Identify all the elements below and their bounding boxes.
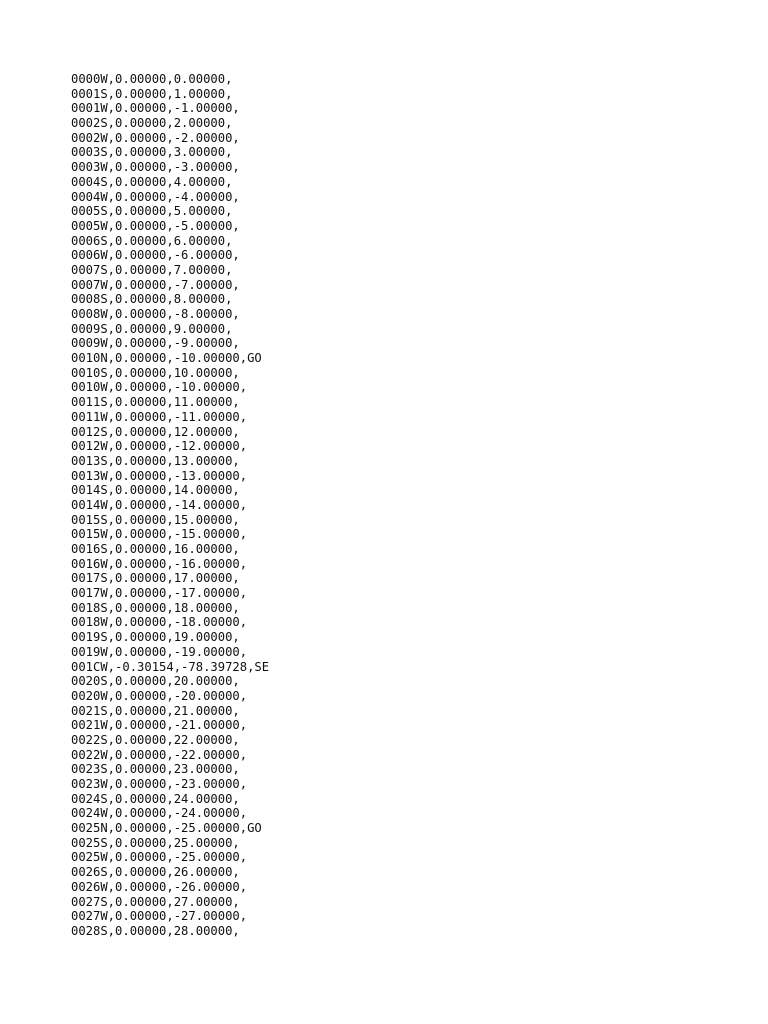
text-line: 0007W,0.00000,-7.00000, xyxy=(71,277,240,292)
text-line: 0018W,0.00000,-18.00000, xyxy=(71,615,248,630)
text-line: 0010W,0.00000,-10.00000, xyxy=(71,380,248,395)
text-line: 0011W,0.00000,-11.00000, xyxy=(71,409,248,424)
text-line: 0005S,0.00000,5.00000, xyxy=(71,204,233,219)
text-line: 0013W,0.00000,-13.00000, xyxy=(71,468,248,483)
text-line: 0009W,0.00000,-9.00000, xyxy=(71,336,240,351)
text-line: 0021W,0.00000,-21.00000, xyxy=(71,718,248,733)
text-line: 0016W,0.00000,-16.00000, xyxy=(71,556,248,571)
text-line: 0018S,0.00000,18.00000, xyxy=(71,600,240,615)
text-line: 0014W,0.00000,-14.00000, xyxy=(71,497,248,512)
text-line: 0019W,0.00000,-19.00000, xyxy=(71,644,248,659)
text-line: 0025N,0.00000,-25.00000,GO xyxy=(71,821,262,836)
text-line: 0015S,0.00000,15.00000, xyxy=(71,512,240,527)
text-line: 0028S,0.00000,28.00000, xyxy=(71,923,240,938)
text-line: 0005W,0.00000,-5.00000, xyxy=(71,218,240,233)
text-line: 0004S,0.00000,4.00000, xyxy=(71,174,233,189)
text-line: 0013S,0.00000,13.00000, xyxy=(71,453,240,468)
text-lines xyxy=(71,72,269,939)
text-line: 0020S,0.00000,20.00000, xyxy=(71,674,240,689)
text-line: 0023S,0.00000,23.00000, xyxy=(71,762,240,777)
text-line: 0003W,0.00000,-3.00000, xyxy=(71,160,240,175)
text-line: 0000W,0.00000,0.00000, xyxy=(71,72,233,86)
text-line: 0006W,0.00000,-6.00000, xyxy=(71,248,240,263)
text-line: 0010S,0.00000,10.00000, xyxy=(71,365,240,380)
text-line: 0010N,0.00000,-10.00000,GO xyxy=(71,351,262,366)
text-line: 0022S,0.00000,22.00000, xyxy=(71,732,240,747)
text-line: 0012W,0.00000,-12.00000, xyxy=(71,439,248,454)
text-line: 0003S,0.00000,3.00000, xyxy=(71,145,233,160)
text-line: 0004W,0.00000,-4.00000, xyxy=(71,189,240,204)
text-line: 0016S,0.00000,16.00000, xyxy=(71,542,240,556)
text-line: 0002W,0.00000,-2.00000, xyxy=(71,130,240,145)
text-line: 0008S,0.00000,8.00000, xyxy=(71,292,233,307)
text-line: 0012S,0.00000,12.00000, xyxy=(71,424,240,439)
text-line: 0009S,0.00000,9.00000, xyxy=(71,321,233,336)
text-line: 001CW,-0.30154,-78.39728,SE xyxy=(71,659,270,674)
text-line: 0024W,0.00000,-24.00000, xyxy=(71,806,248,821)
text-line: 0006S,0.00000,6.00000, xyxy=(71,233,233,248)
text-line: 0019S,0.00000,19.00000, xyxy=(71,630,240,645)
text-line: 0026W,0.00000,-26.00000, xyxy=(71,879,248,894)
text-line: 0022W,0.00000,-22.00000, xyxy=(71,747,248,762)
text-line: 0025W,0.00000,-25.00000, xyxy=(71,850,248,865)
text-line: 0024S,0.00000,24.00000, xyxy=(71,791,240,806)
text-line: 0023W,0.00000,-23.00000, xyxy=(71,777,248,791)
text-line: 0026S,0.00000,26.00000, xyxy=(71,865,240,880)
text-line: 0002S,0.00000,2.00000, xyxy=(71,116,233,131)
text-line: 0011S,0.00000,11.00000, xyxy=(71,395,240,410)
text-line: 0007S,0.00000,7.00000, xyxy=(71,262,233,277)
text-line: 0008W,0.00000,-8.00000, xyxy=(71,307,240,321)
text-line: 0017S,0.00000,17.00000, xyxy=(71,571,240,586)
text-line: 0021S,0.00000,21.00000, xyxy=(71,703,240,718)
text-line: 0001S,0.00000,1.00000, xyxy=(71,86,233,101)
text-line: 0017W,0.00000,-17.00000, xyxy=(71,586,248,601)
text-line: 0025S,0.00000,25.00000, xyxy=(71,835,240,850)
text-line: 0027S,0.00000,27.00000, xyxy=(71,894,240,909)
text-line: 0001W,0.00000,-1.00000, xyxy=(71,101,240,116)
text-line: 0015W,0.00000,-15.00000, xyxy=(71,527,248,542)
text-line: 0020W,0.00000,-20.00000, xyxy=(71,688,248,703)
text-line: 0014S,0.00000,14.00000, xyxy=(71,483,240,498)
text-line: 0027W,0.00000,-27.00000, xyxy=(71,909,248,924)
